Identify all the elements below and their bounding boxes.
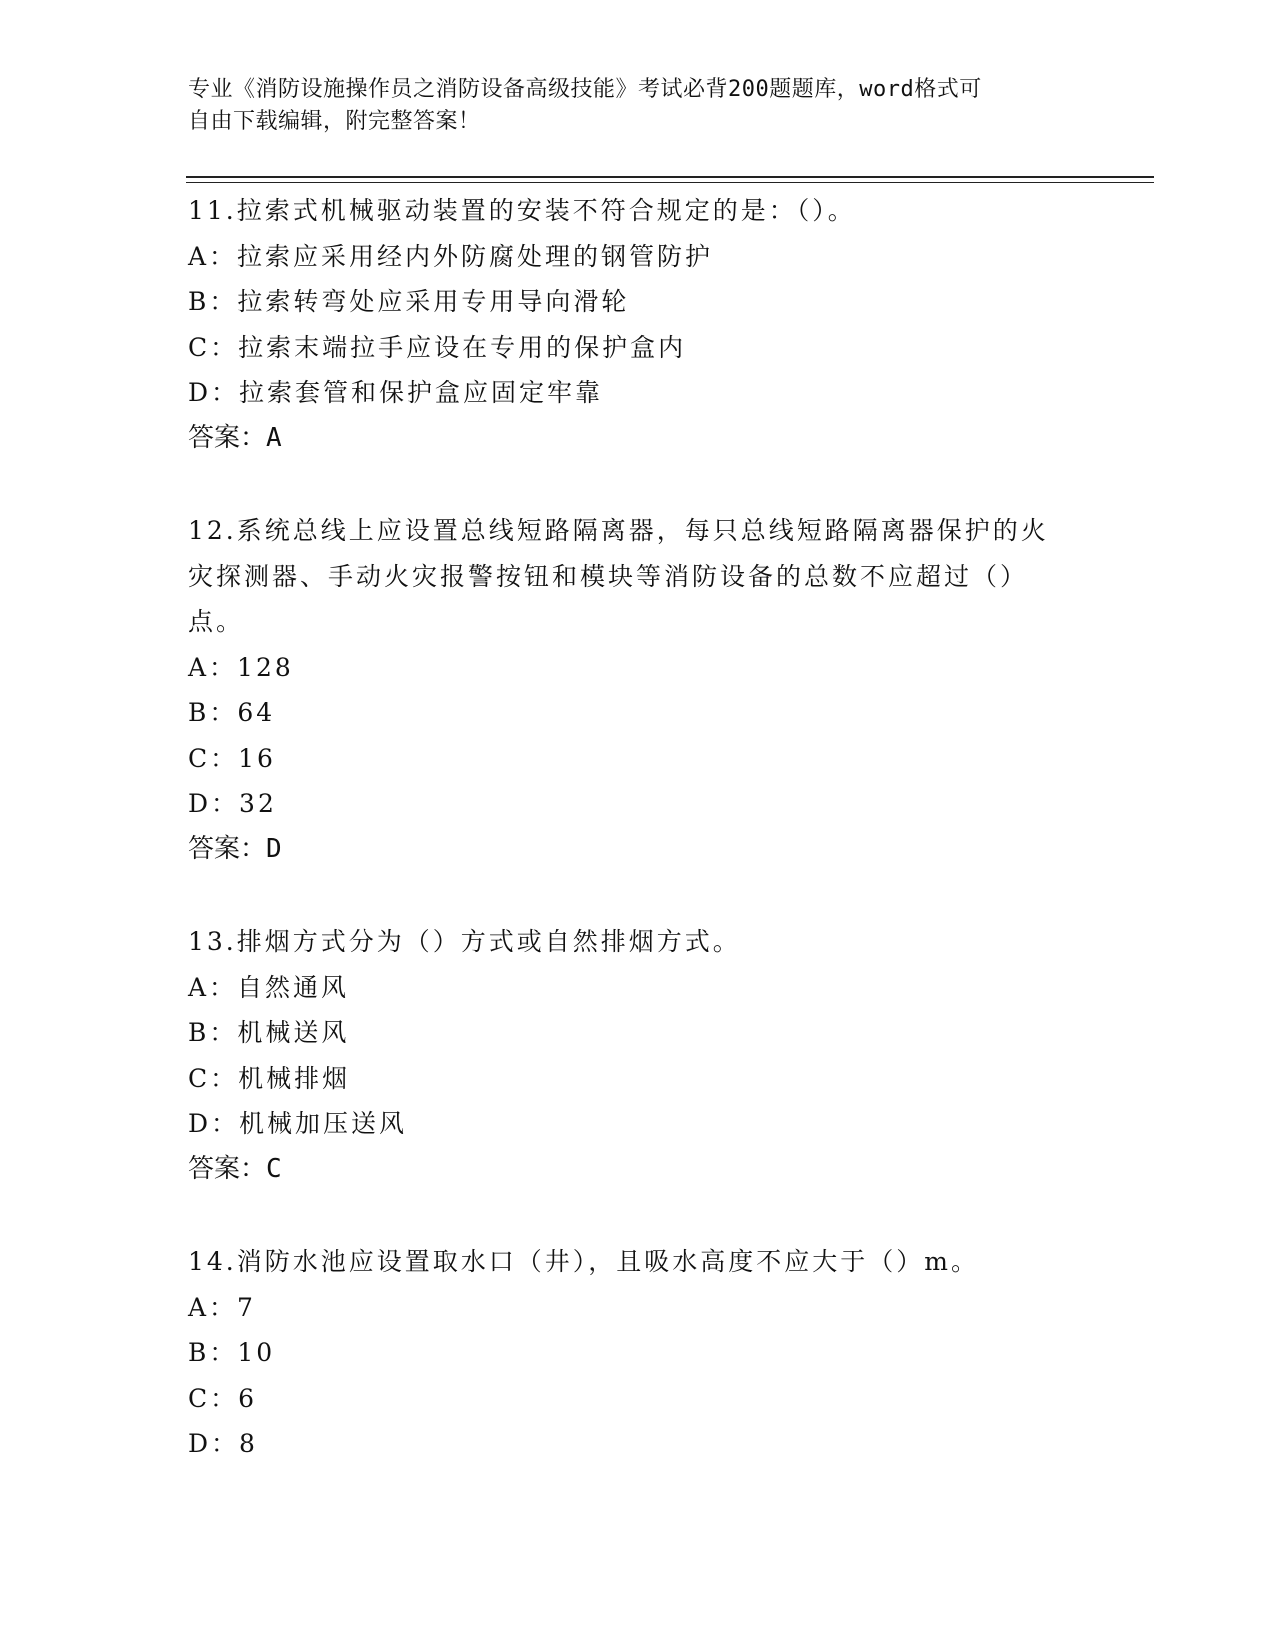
question-stem [188,188,1108,234]
option-a: A：拉索应采用经内外防腐处理的钢管防护 [188,241,714,271]
header-rule-thick [186,176,1154,178]
option-a: A：7 [188,1292,256,1322]
answer: 答案：C [188,1153,282,1184]
question-12 [188,508,1108,872]
option-a: A：自然通风 [188,972,350,1002]
option-c: C：16 [188,743,276,773]
stem-line: 14.消防水池应设置取水口（井），且吸水高度不应大于（）m。 [188,1247,979,1276]
option-d: D：机械加压送风 [188,1109,408,1138]
option-b: B：机械送风 [188,1018,350,1047]
option-d: D：32 [188,789,277,818]
answer: 答案：D [188,833,282,864]
stem-line: 11.拉索式机械驱动装置的安装不符合规定的是：（）。 [188,196,856,225]
option-d: D：8 [188,1429,258,1458]
option-c: C：拉索末端拉手应设在专用的保护盒内 [188,332,687,362]
question-list [188,188,1108,1514]
header-line-1: 专业《消防设施操作员之消防设备高级技能》考试必背200题题库，word格式可 [188,77,982,102]
stem-line: 灾探测器、手动火灾报警按钮和模块等消防设备的总数不应超过（） [188,561,1029,591]
question-stem [188,1239,1108,1285]
option-b: B：10 [188,1338,276,1367]
option-c: C：机械排烟 [188,1063,351,1093]
document-header [188,74,1088,138]
stem-line: 点。 [188,607,245,636]
question-14 [188,1239,1108,1467]
question-stem [188,508,1108,645]
header-rule-thin [186,182,1154,183]
question-11 [188,188,1108,461]
question-13 [188,919,1108,1192]
option-d: D：拉索套管和保护盒应固定牢靠 [188,378,604,407]
option-a: A：128 [188,652,294,682]
header-line-2: 自由下载编辑，附完整答案！ [188,109,481,134]
answer: 答案：A [188,422,282,453]
question-stem [188,919,1108,965]
option-c: C：6 [188,1383,258,1413]
option-b: B：64 [188,698,276,727]
stem-line: 13.排烟方式分为（）方式或自然排烟方式。 [188,927,741,956]
option-b: B：拉索转弯处应采用专用导向滑轮 [188,287,630,316]
stem-line: 12.系统总线上应设置总线短路隔离器，每只总线短路隔离器保护的火 [188,516,1049,545]
